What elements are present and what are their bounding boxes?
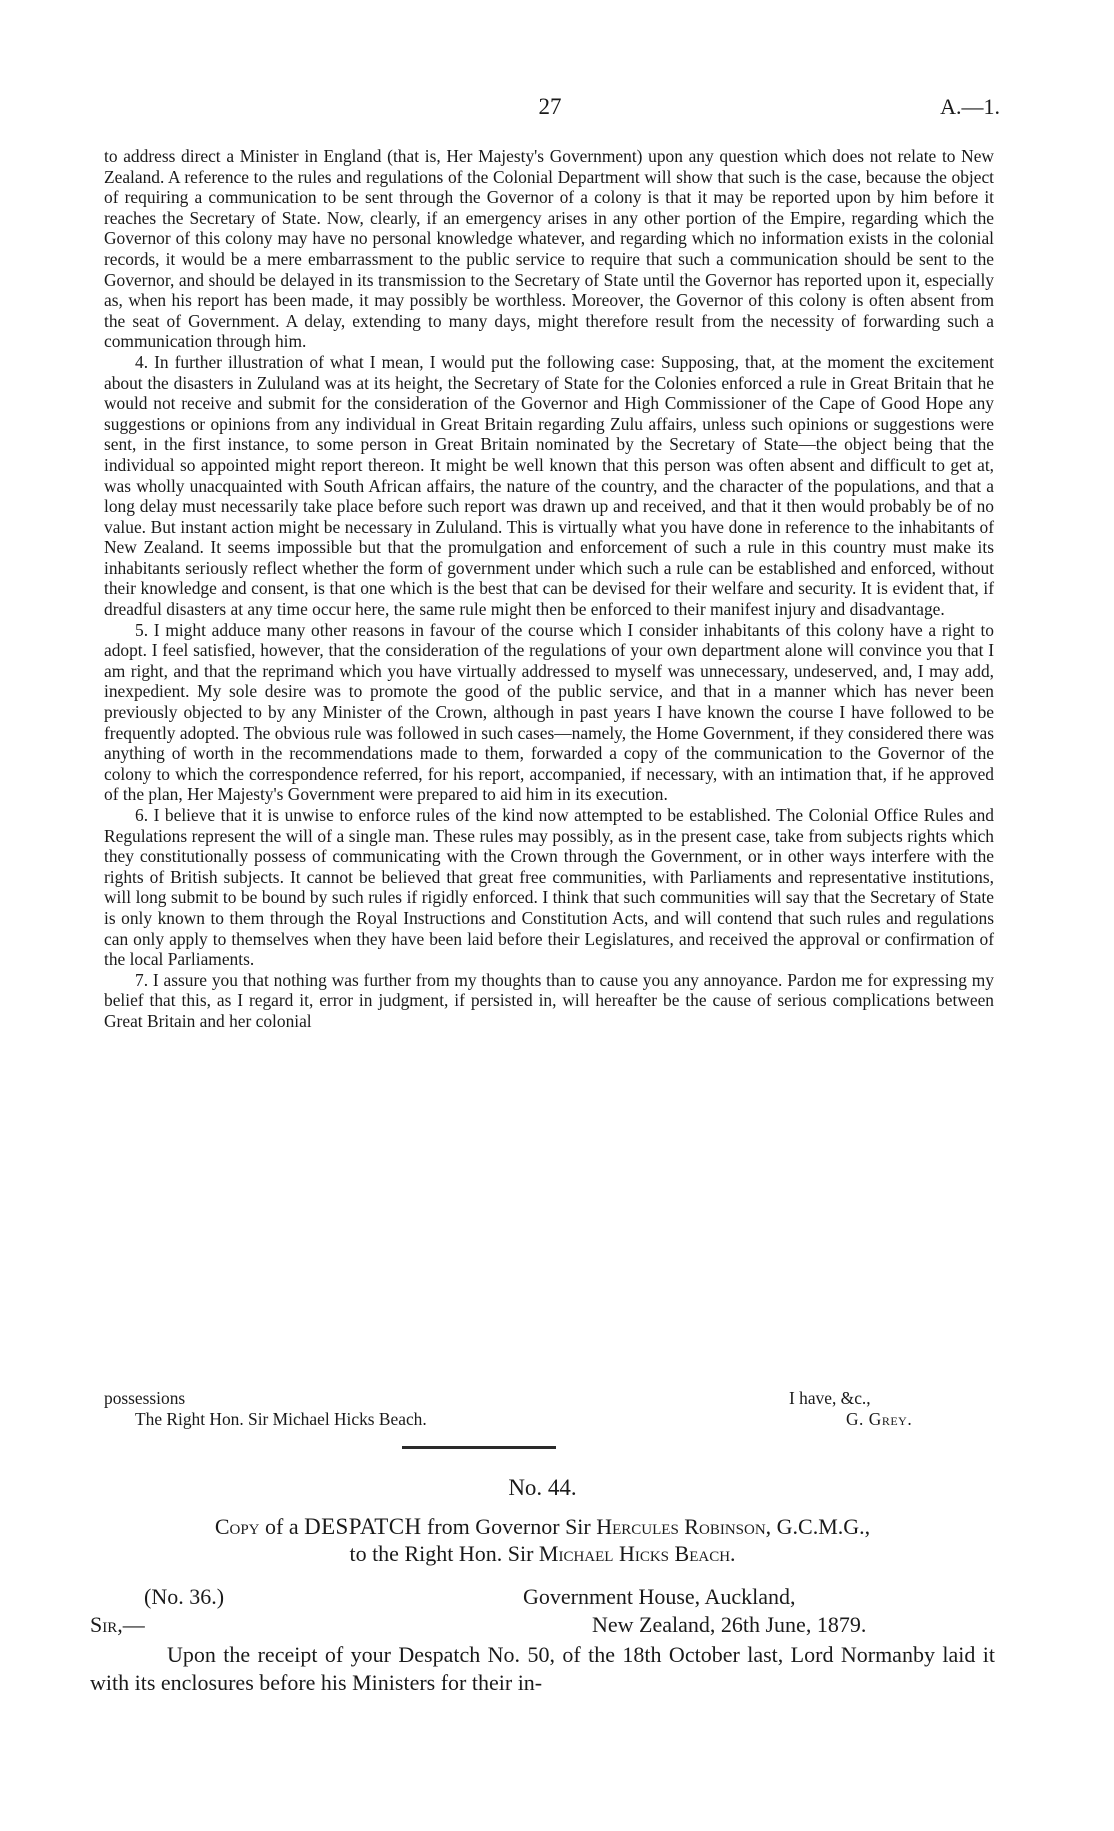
letter-paragraph: 4. In further illustration of what I mean, I would put the following case: Supposing, that, at the moment the excitement about the disasters in Zululand was at its height, the Secretary of State for the Colonies enforced a rule in Great Britain that he would not receive and submit for the consideration of the Governor and High Commissioner of the Cape of Good Hope any suggestions or opinions from any individual in Great Britain regarding Zulu affairs, unless such opinions or suggestions were sent, in the first instance, to some person in Great Britain nominated by the Secretary of State—the object being that the individual so appointed might report thereon. It might be well known that this person was often absent and difficult to get at, was wholly unacquainted with South African affairs, the nature of the country, and the character of the populations, and that a long delay must necessarily take place before such report was drawn up and received, and that it then would probably be of no value. But instant action might be necessary in Zululand. This is virtually what you have done in reference to the inhabitants of New Zealand. It seems impossible but that the promulgation and enforcement of such a rule in this country must make its inhabitants seriously reflect whether the form of government under which such a rule can be established and enforced, without their knowledge and consent, is that one which is the best that can be devised for their welfare and security. It is evident that, if dreadful disasters at any time occur here, the same rule might then be enforced to their manifest injury and disadvantage. (104, 351, 994, 620)
heading-text: to the Right Hon. Sir (349, 1541, 539, 1566)
document-reference: A.—1. (940, 94, 1000, 119)
section-divider (402, 1446, 556, 1449)
letter-paragraph: to address direct a Minister in England (that is, Her Majesty's Government) upon any question which does not relate to New Zealand. A reference to the rules and regulations of the Colonial Department will show that such is the case, because the object of requiring a communication to be sent through the Governor of a colony is that it may be reported upon by him before it reaches the Secretary of State. Now, clearly, if an emergency arises in any other portion of the Empire, regarding which the Governor of this colony may have no personal knowledge whatever, and regarding which no information exists in the colonial records, it would be a mere embarrassment to the public service to require that such a communication should be sent to the Governor, and should be delayed in its transmission to the Secretary of State until the Governor has reported upon it, especially as, when his report has been made, it may possibly be worthless. Moreover, the Governor of this colony is often absent from the seat of Government. A delay, extending to many days, might therefore result from the necessity of forwarding such a communication through him. (104, 146, 994, 352)
despatch-place: Government House, Auckland, (523, 1584, 796, 1609)
heading-recipient-name: Michael Hicks Beach (538, 1541, 731, 1566)
heading-despatch-label: DESPATCH (304, 1514, 422, 1539)
page-number: 27 (538, 94, 562, 119)
heading-sender-name: Hercules Robinson (596, 1514, 766, 1539)
letter-paragraph: 7. I assure you that nothing was further from my thoughts than to cause you any annoyance. Pardon me for expressing my belief that this, as I regard it, error in judgment, if persisted in, will hereafter be the cause of serious complications between Great Britain and her colonial (104, 969, 994, 1031)
despatch-date: New Zealand, 26th June, 1879. (592, 1612, 867, 1637)
despatch-heading (90, 1513, 995, 1567)
letter-body (104, 146, 994, 1032)
letter-paragraph: 5. I might adduce many other reasons in favour of the course which I consider inhabitants of this colony have a right to adopt. I feel satisfied, however, that the consideration of the regulations of your own department alone will convince you that I am right, and that the reprimand which you have virtually addressed to myself was unnecessary, undeserved, and, I may add, inexpedient. My sole desire was to promote the good of the public service, and that in a manner which has never been previously objected to by any Minister of the Crown, although in past years I have known the course I have followed to be frequently adopted. The obvious rule was followed in such cases—namely, the Home Government, if they considered there was anything of worth in the recommendations made to them, forwarded a copy of the communication to the Governor of the colony to which the correspondence referred, for his report, accompanied, if necessary, with an intimation that, if he approved of the plan, Her Majesty's Government were prepared to aid him in its execution. (104, 619, 994, 805)
signature: G. Grey. (846, 1409, 913, 1429)
valediction: I have, &c., (789, 1388, 871, 1408)
heading-text: . (730, 1541, 736, 1566)
salutation: Sir,— (90, 1612, 145, 1637)
closing-last-word: possessions (104, 1388, 186, 1408)
despatch-reference: (No. 36.) (144, 1584, 225, 1609)
page-header (100, 94, 1000, 124)
letter-paragraph: 6. I believe that it is unwise to enforce rules of the kind now attempted to be established. The Colonial Office Rules and Regulations represent the will of a single man. These rules may possibly, as in the present case, take from subjects rights which they constitutionally possess of communicating with the Crown through the Government, or in other ways interfere with the rights of British subjects. It cannot be believed that great free communities, with Parliaments and representative institutions, will long submit to be bound by such rules if rigidly enforced. I think that such communities will say that the Secretary of State is only known to them through the Royal Instructions and Constitution Acts, and will contend that such rules and regulations can only apply to themselves when they have been laid before their Legislatures, and received the approval or confirmation of the local Parliaments. (104, 805, 994, 970)
letter-closing (104, 1388, 994, 1430)
despatch-meta (90, 1583, 995, 1639)
heading-text: from Governor Sir (421, 1514, 597, 1539)
heading-sender-honour: , G.C.M.G., (765, 1514, 871, 1539)
despatch-section (90, 1475, 995, 1697)
addressee: The Right Hon. Sir Michael Hicks Beach. (135, 1409, 427, 1429)
heading-copy-label: Copy (214, 1514, 260, 1539)
despatch-number: No. 44. (508, 1475, 577, 1500)
heading-text: of a (259, 1514, 305, 1539)
despatch-opening: Upon the receipt of your Despatch No. 50, of the 18th October last, Lord Normanby laid it with its enclosures before his Ministers for their in- (90, 1642, 995, 1695)
